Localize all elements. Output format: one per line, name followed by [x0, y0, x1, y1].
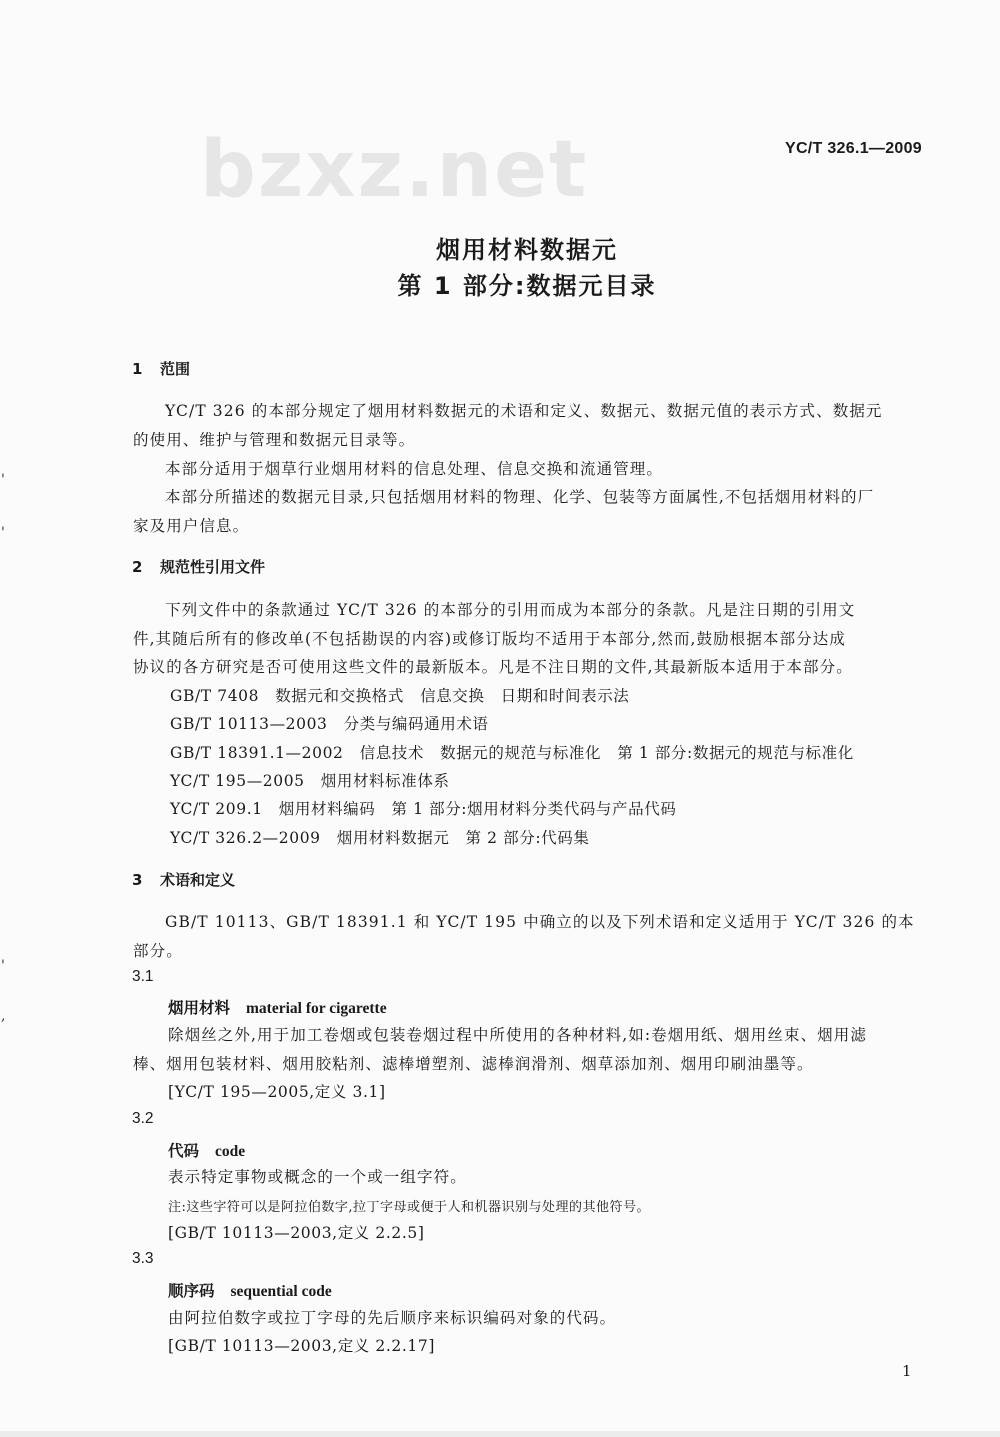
- margin-mark: ': [1, 958, 5, 974]
- term-en: code: [215, 1143, 246, 1160]
- term-source: [GB/T 10113—2003,定义 2.2.17]: [168, 1337, 435, 1355]
- section-3-heading: [132, 869, 235, 890]
- reference-item: YC/T 209.1 烟用材料编码 第 1 部分:烟用材料分类代码与产品代码: [170, 800, 677, 818]
- term-en: material for cigarette: [246, 1000, 387, 1017]
- paragraph-line: 本部分所描述的数据元目录,只包括烟用材料的物理、化学、包装等方面属性,不包括烟用材料的厂: [165, 488, 875, 506]
- margin-mark: ': [1, 525, 5, 541]
- margin-mark: ,: [1, 1008, 6, 1024]
- term-title: [168, 996, 387, 1018]
- term-en: sequential code: [230, 1283, 332, 1300]
- term-definition: 表示特定事物或概念的一个或一组字符。: [168, 1168, 467, 1186]
- paragraph-line: 家及用户信息。: [133, 517, 250, 535]
- term-zh: 顺序码: [168, 1281, 215, 1300]
- section-2-heading: [132, 556, 265, 577]
- page-number: 1: [902, 1362, 912, 1380]
- title-line-1: 烟用材料数据元: [436, 236, 618, 264]
- term-title: [168, 1139, 245, 1161]
- watermark: bzxz.net: [200, 125, 589, 215]
- section-title: 术语和定义: [160, 871, 236, 889]
- term-definition: 除烟丝之外,用于加工卷烟或包装卷烟过程中所使用的各种材料,如:卷烟用纸、烟用丝束、烟用滤: [168, 1026, 867, 1044]
- term-source: [GB/T 10113—2003,定义 2.2.5]: [168, 1224, 425, 1242]
- term-zh: 烟用材料: [168, 998, 231, 1017]
- title-line-2: 第 1 部分:数据元目录: [397, 272, 657, 300]
- reference-item: YC/T 195—2005 烟用材料标准体系: [170, 772, 450, 790]
- paragraph-line: YC/T 326 的本部分规定了烟用材料数据元的术语和定义、数据元、数据元值的表示方式、数据元: [165, 402, 883, 420]
- reference-item: GB/T 10113—2003 分类与编码通用术语: [170, 715, 489, 733]
- section-number: 3: [132, 871, 143, 889]
- section-number: 1: [132, 360, 143, 378]
- term-definition: 由阿拉伯数字或拉丁字母的先后顺序来标识编码对象的代码。: [168, 1309, 617, 1327]
- term-number: 3.2: [132, 1110, 154, 1127]
- term-definition: 棒、烟用包装材料、烟用胶粘剂、滤棒增塑剂、滤棒润滑剂、烟草添加剂、烟用印刷油墨等。: [133, 1055, 814, 1073]
- reference-item: GB/T 18391.1—2002 信息技术 数据元的规范与标准化 第 1 部分:数据元的规范与标准化: [170, 744, 854, 762]
- margin-mark: ': [1, 472, 5, 488]
- page-bottom-edge: [0, 1431, 1000, 1437]
- term-note: 注:这些字符可以是阿拉伯数字,拉丁字母或便于人和机器识别与处理的其他符号。: [168, 1200, 651, 1215]
- paragraph-line: 下列文件中的条款通过 YC/T 326 的本部分的引用而成为本部分的条款。凡是注日期的引用文: [165, 601, 856, 619]
- term-zh: 代码: [168, 1141, 200, 1160]
- paragraph-line: 件,其随后所有的修改单(不包括勘误的内容)或修订版均不适用于本部分,然而,鼓励根据本部分达成: [133, 630, 846, 648]
- section-1-heading: [132, 358, 190, 379]
- term-number: 3.1: [132, 968, 154, 985]
- section-number: 2: [132, 558, 143, 576]
- term-title: [168, 1279, 332, 1301]
- term-number: 3.3: [132, 1250, 154, 1267]
- paragraph-line: 的使用、维护与管理和数据元目录等。: [133, 431, 416, 449]
- standard-number: YC/T 326.1—2009: [784, 140, 922, 157]
- section-title: 规范性引用文件: [160, 558, 266, 576]
- term-source: [YC/T 195—2005,定义 3.1]: [168, 1083, 386, 1101]
- paragraph-line: GB/T 10113、GB/T 18391.1 和 YC/T 195 中确立的以及下列术语和定义适用于 YC/T 326 的本: [165, 913, 915, 931]
- paragraph-line: 本部分适用于烟草行业烟用材料的信息处理、信息交换和流通管理。: [165, 460, 664, 478]
- section-title: 范围: [160, 360, 191, 378]
- paragraph-line: 协议的各方研究是否可使用这些文件的最新版本。凡是不注日期的文件,其最新版本适用于本部分。: [133, 658, 853, 676]
- reference-item: GB/T 7408 数据元和交换格式 信息交换 日期和时间表示法: [170, 687, 630, 705]
- paragraph-line: 部分。: [133, 942, 183, 960]
- reference-item: YC/T 326.2—2009 烟用材料数据元 第 2 部分:代码集: [170, 829, 590, 847]
